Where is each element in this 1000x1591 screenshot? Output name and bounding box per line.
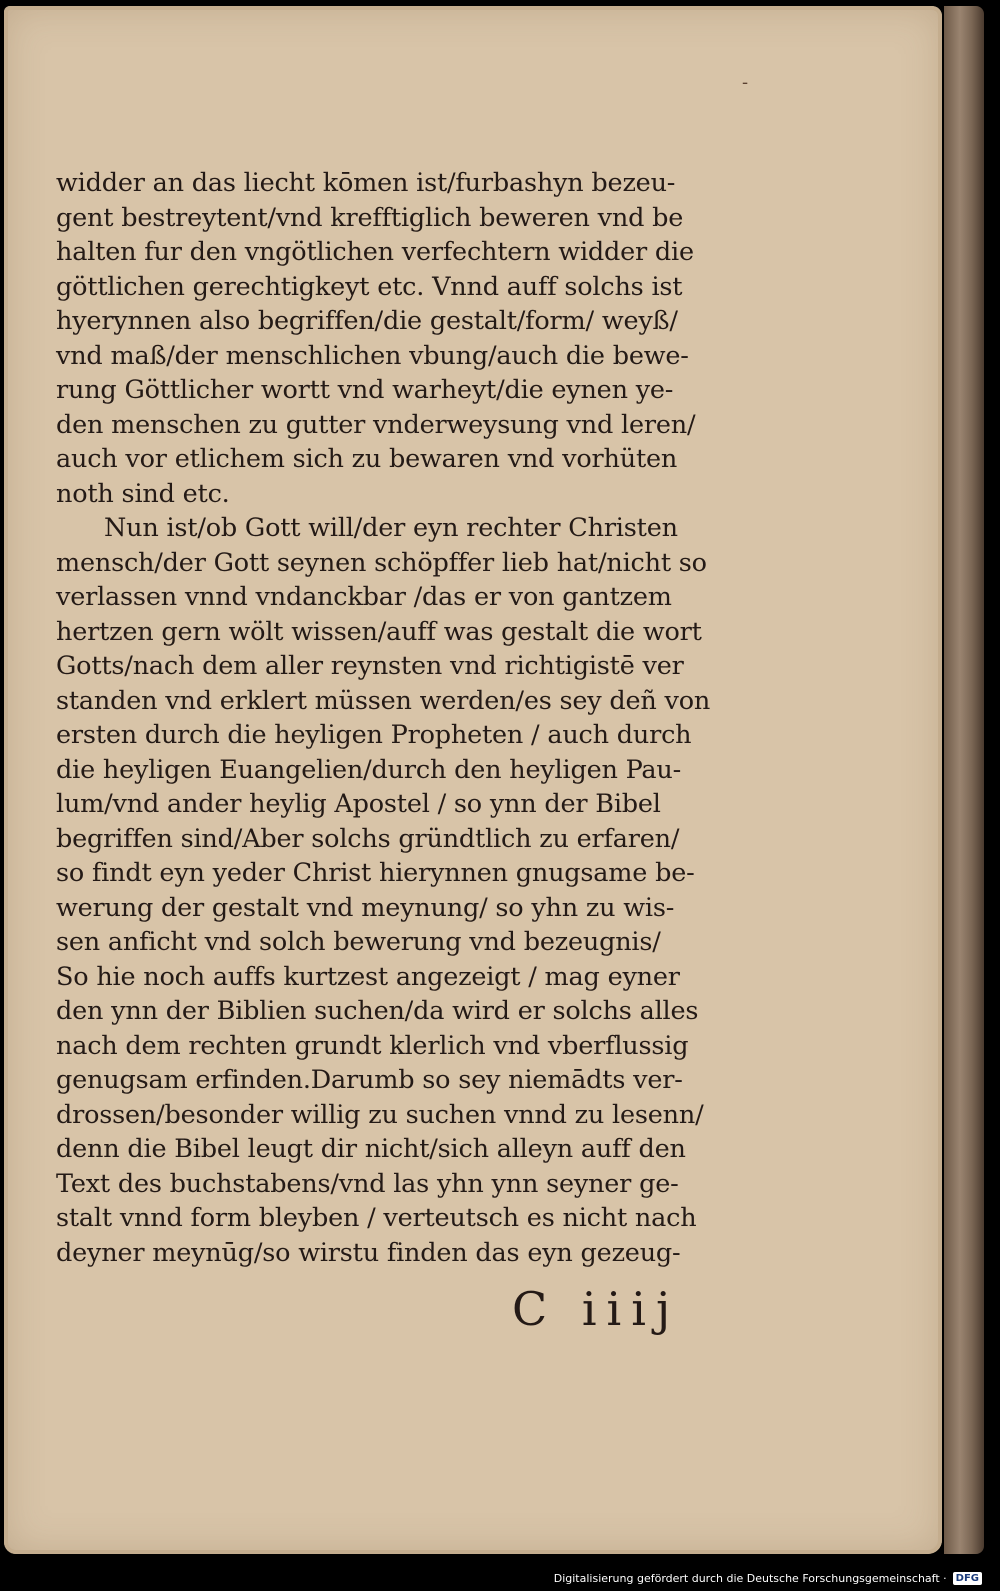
text-line: sen anficht vnd solch bewerung vnd bezeugnis/ bbox=[56, 927, 661, 957]
text-line: nach dem rechten grundt klerlich vnd vberflussig bbox=[56, 1030, 689, 1061]
text-line: ersten durch die heyligen Propheten / auch durch bbox=[56, 720, 692, 750]
text-line: noth sind etc. bbox=[56, 478, 230, 509]
text-line: stalt vnnd form bleyben / verteutsch es nicht nach bbox=[56, 1203, 697, 1233]
page-text-block bbox=[56, 166, 756, 1270]
text-line: begriffen sind/Aber solchs gründtlich zu erfaren/ bbox=[56, 823, 680, 854]
text-line: die heyligen Euangelien/durch den heyligen Pau- bbox=[56, 754, 682, 785]
text-line: vnd maß/der menschlichen vbung/auch die bewe- bbox=[56, 340, 689, 371]
text-line: den menschen zu gutter vnderweysung vnd leren/ bbox=[56, 409, 696, 440]
text-line: gent bestreytent/vnd krefftiglich beweren vnd be bbox=[56, 202, 684, 233]
text-line: hertzen gern wölt wissen/auff was gestalt die wort bbox=[56, 616, 702, 647]
text-line: hyerynnen also begriffen/die gestalt/form/ weyß/ bbox=[56, 306, 678, 336]
text-line: denn die Bibel leugt dir nicht/sich alleyn auff den bbox=[56, 1134, 686, 1164]
book-edge bbox=[944, 6, 984, 1554]
text-line: lum/vnd ander heylig Apostel / so ynn der Bibel bbox=[56, 789, 661, 819]
dfg-logo-icon: DFG bbox=[953, 1572, 982, 1585]
text-line: deyner meynūg/so wirstu finden das eyn gezeug- bbox=[56, 1237, 681, 1268]
text-line: Gotts/nach dem aller reynsten vnd richtigistē ver bbox=[56, 651, 684, 681]
text-line: drossen/besonder willig zu suchen vnnd zu lesenn/ bbox=[56, 1099, 704, 1130]
text-line: widder an das liecht kōmen ist/furbashyn bezeu- bbox=[56, 168, 676, 198]
footer-credit bbox=[554, 1572, 982, 1585]
text-line: Text des buchstabens/vnd las yhn ynn seyner ge- bbox=[56, 1168, 679, 1199]
text-line: den ynn der Biblien suchen/da wird er solchs alles bbox=[56, 996, 699, 1026]
text-line: werung der gestalt vnd meynung/ so yhn zu wis- bbox=[56, 892, 675, 923]
text-line: verlassen vnnd vndanckbar /das er von gantzem bbox=[56, 582, 672, 612]
text-line: rung Göttlicher wortt vnd warheyt/die eynen ye- bbox=[56, 375, 674, 405]
text-line: halten fur den vngötlichen verfechtern widder die bbox=[56, 237, 694, 267]
corner-mark: - bbox=[742, 72, 749, 93]
text-line-paragraph-start: Nun ist/ob Gott will/der eyn rechter Christen bbox=[104, 513, 678, 543]
text-line: so findt eyn yeder Christ hierynnen gnugsame be- bbox=[56, 858, 695, 888]
text-line: standen vnd erklert müssen werden/es sey deñ von bbox=[56, 685, 711, 716]
text-line: auch vor etlichem sich zu bewaren vnd vorhüten bbox=[56, 444, 678, 474]
signature-mark: C iiij bbox=[512, 1282, 681, 1336]
text-line: So hie noch auffs kurtzest angezeigt / mag eyner bbox=[56, 961, 680, 992]
text-line: mensch/der Gott seynen schöpffer lieb hat/nicht so bbox=[56, 547, 707, 578]
text-line: genugsam erfinden.Darumb so sey niemādts ver- bbox=[56, 1065, 683, 1095]
text-line: göttlichen gerechtigkeyt etc. Vnnd auff solchs ist bbox=[56, 271, 683, 302]
footer-credit-text: Digitalisierung gefördert durch die Deutsche Forschungsgemeinschaft · bbox=[553, 1572, 947, 1585]
book-page bbox=[4, 6, 942, 1554]
